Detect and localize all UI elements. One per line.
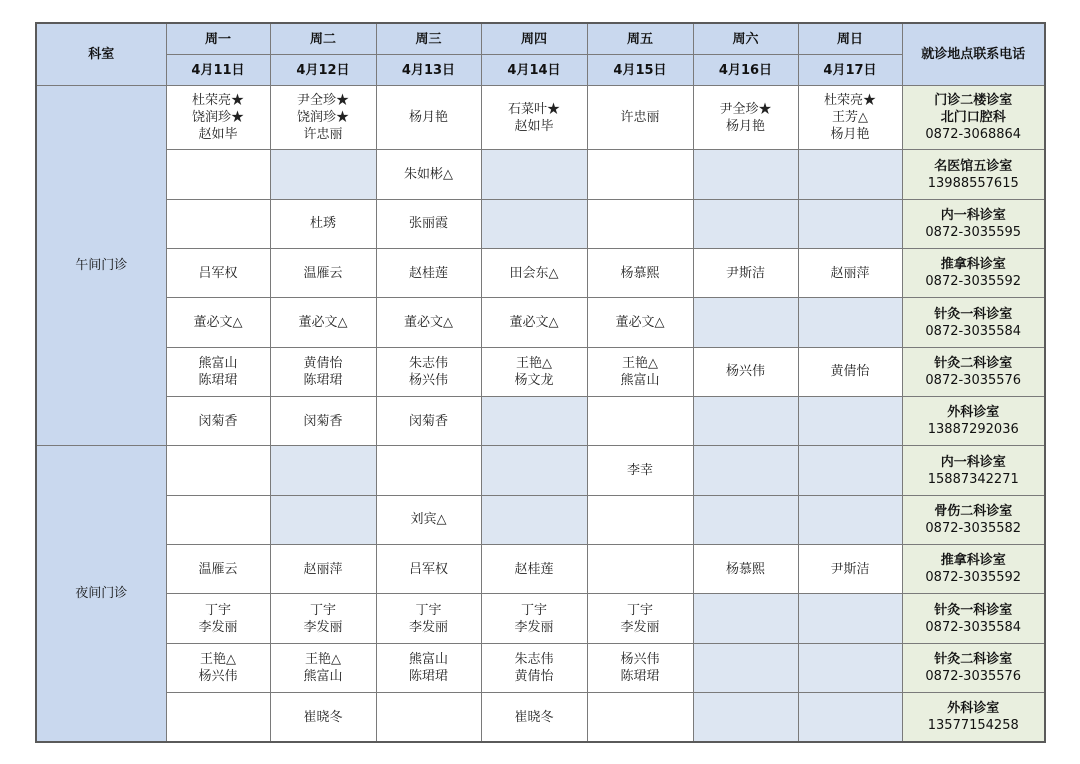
date-header: 4月12日 [270,55,376,86]
location-contact-cell [902,397,1045,446]
doctor-name: 杜琇 [309,216,336,232]
doctor-cell [270,86,376,150]
schedule-row [36,199,1045,248]
doctor-cell [270,397,376,446]
clinic-room: 外科诊室 [947,405,1000,421]
contact-phone: 0872-3068864 [925,127,1022,143]
doctor-cell [693,643,798,692]
schedule-row [36,594,1045,643]
doctor-cell [587,495,693,544]
doctor-name: 尹全珍★ [719,101,772,117]
doctor-cell [693,298,798,347]
schedule-row [36,397,1045,446]
doctor-name: 李发丽 [198,619,238,635]
doctor-cell [376,86,481,150]
doctor-cell [693,199,798,248]
doctor-cell [693,495,798,544]
doctor-name: 赵丽萍 [303,561,343,577]
doctor-cell [587,347,693,396]
doctor-cell [587,397,693,446]
doctor-name: 许忠丽 [303,127,343,143]
doctor-name: 赵如毕 [198,127,238,143]
doctor-name: 李幸 [626,463,653,479]
doctor-name: 王艳△ [200,651,236,667]
doctor-name: 陈珺珺 [408,668,448,684]
doctor-name: 崔晓冬 [303,709,343,725]
doctor-cell [270,249,376,298]
doctor-cell [270,495,376,544]
doctor-name: 张丽霞 [408,216,448,232]
weekday-header: 周一 [166,23,270,55]
doctor-cell [376,643,481,692]
doctor-name: 王艳△ [622,355,658,371]
location-contact-cell [902,594,1045,643]
doctor-cell [693,249,798,298]
doctor-cell [693,446,798,495]
date-header: 4月15日 [587,55,693,86]
contact-phone: 0872-3035584 [925,619,1022,635]
doctor-name: 杨月艳 [725,118,765,134]
contact-phone: 0872-3035576 [925,372,1022,388]
doctor-cell [166,347,270,396]
doctor-cell [693,693,798,742]
doctor-cell [693,397,798,446]
schedule-header [36,23,1045,86]
doctor-cell [270,693,376,742]
doctor-name: 吕军权 [198,265,238,281]
doctor-name: 闵菊香 [408,413,448,429]
doctor-cell [376,594,481,643]
doctor-cell [270,347,376,396]
contact-phone: 13988557615 [927,175,1019,191]
doctor-cell [798,545,902,594]
clinic-room: 针灸一科诊室 [934,602,1013,618]
location-contact-cell [902,495,1045,544]
date-header: 4月13日 [376,55,481,86]
clinic-room: 内一科诊室 [940,207,1006,223]
contact-phone: 0872-3035584 [925,323,1022,339]
doctor-cell [270,199,376,248]
session-label: 夜间门诊 [36,446,166,742]
doctor-cell [166,643,270,692]
doctor-cell [798,150,902,199]
contact-phone: 0872-3035576 [925,668,1022,684]
doctor-name: 董必文△ [298,315,348,331]
date-header: 4月17日 [798,55,902,86]
date-header: 4月14日 [481,55,587,86]
doctor-name: 闵菊香 [198,413,238,429]
doctor-cell [270,545,376,594]
clinic-room: 针灸一科诊室 [934,306,1013,322]
doctor-cell [166,446,270,495]
doctor-name: 饶润珍★ [191,110,244,126]
weekday-header: 周日 [798,23,902,55]
doctor-name: 杨月艳 [830,127,870,143]
doctor-cell [166,249,270,298]
doctor-name: 杨兴伟 [620,651,660,667]
clinic-room: 推拿科诊室 [940,257,1006,273]
doctor-name: 刘宾△ [410,512,447,528]
doctor-cell [587,693,693,742]
clinic-room: 针灸二科诊室 [934,651,1013,667]
location-contact-cell [902,347,1045,396]
doctor-cell [481,86,587,150]
doctor-name: 董必文△ [615,315,665,331]
schedule-row [36,495,1045,544]
doctor-name: 董必文△ [404,315,453,331]
doctor-cell [798,495,902,544]
doctor-name: 赵桂莲 [408,265,448,281]
contact-phone: 0872-3035592 [925,570,1022,586]
doctor-name: 尹斯洁 [725,265,765,281]
doctor-cell [481,495,587,544]
doctor-name: 丁宇 [309,602,336,618]
doctor-name: 陈珺珺 [620,668,660,684]
doctor-cell [798,397,902,446]
clinic-room: 推拿科诊室 [940,553,1006,569]
weekday-header: 周三 [376,23,481,55]
contact-phone: 13577154258 [927,718,1019,734]
doctor-name: 黄倩怡 [830,364,870,380]
doctor-cell [587,446,693,495]
doctor-name: 闵菊香 [303,413,343,429]
doctor-cell [693,594,798,643]
doctor-cell [376,150,481,199]
doctor-name: 朱志伟 [408,355,448,371]
doctor-name: 杨兴伟 [198,668,238,684]
doctor-cell [587,545,693,594]
doctor-name: 丁宇 [204,602,231,618]
doctor-cell [481,446,587,495]
doctor-cell [798,693,902,742]
doctor-name: 陈珺珺 [303,372,343,388]
doctor-name: 黄倩怡 [303,355,343,371]
doctor-cell [166,495,270,544]
location-contact-cell [902,693,1045,742]
doctor-cell [376,446,481,495]
doctor-cell [376,397,481,446]
clinic-room-secondary: 北门口腔科 [940,110,1006,126]
doctor-cell [798,347,902,396]
doctor-name: 熊富山 [620,372,660,388]
doctor-cell [166,298,270,347]
doctor-name: 丁宇 [415,602,442,618]
schedule-row [36,150,1045,199]
doctor-cell [798,298,902,347]
doctor-name: 杨慕熙 [620,265,660,281]
doctor-name: 熊富山 [198,355,238,371]
doctor-cell [693,347,798,396]
doctor-name: 田会东△ [509,265,559,281]
doctor-cell [481,150,587,199]
doctor-cell [587,150,693,199]
doctor-name: 董必文△ [193,315,243,331]
doctor-cell [798,86,902,150]
doctor-name: 熊富山 [408,651,448,667]
doctor-cell [376,298,481,347]
location-contact-cell [902,86,1045,150]
clinic-room: 内一科诊室 [940,454,1006,470]
doctor-name: 崔晓冬 [514,709,554,725]
doctor-name: 丁宇 [626,602,653,618]
schedule-row [36,86,1045,150]
doctor-name: 尹斯洁 [830,561,870,577]
doctor-cell [270,298,376,347]
doctor-cell [270,643,376,692]
doctor-cell [481,199,587,248]
doctor-cell [376,347,481,396]
doctor-name: 丁宇 [520,602,547,618]
clinic-room: 外科诊室 [947,701,1000,717]
date-header: 4月16日 [693,55,798,86]
doctor-cell [481,693,587,742]
schedule-row [36,347,1045,396]
doctor-name: 王艳△ [305,651,341,667]
location-column-header: 就诊地点联系电话 [902,23,1045,86]
doctor-cell [481,545,587,594]
doctor-name: 杜荣亮★ [191,93,244,109]
doctor-name: 熊富山 [303,668,343,684]
weekday-header: 周四 [481,23,587,55]
doctor-cell [376,545,481,594]
doctor-name: 许忠丽 [620,110,660,126]
schedule-row [36,298,1045,347]
doctor-cell [481,643,587,692]
doctor-cell [587,86,693,150]
doctor-cell [166,693,270,742]
doctor-name: 赵丽萍 [830,265,870,281]
contact-phone: 0872-3035582 [925,520,1022,536]
doctor-cell [376,199,481,248]
doctor-cell [270,594,376,643]
doctor-cell [798,594,902,643]
doctor-name: 董必文△ [509,315,559,331]
clinic-room: 门诊二楼诊室 [934,93,1013,109]
doctor-cell [166,86,270,150]
doctor-name: 赵如毕 [514,118,554,134]
doctor-cell [798,249,902,298]
doctor-cell [587,199,693,248]
doctor-cell [270,446,376,495]
doctor-name: 李发丽 [620,619,660,635]
doctor-cell [481,249,587,298]
doctor-cell [481,298,587,347]
doctor-name: 温雁云 [303,265,343,281]
doctor-name: 李发丽 [303,619,343,635]
clinic-room: 名医馆五诊室 [934,158,1013,174]
doctor-name: 王芳△ [832,110,868,126]
doctor-cell [166,594,270,643]
doctor-name: 李发丽 [408,619,448,635]
doctor-cell [587,249,693,298]
doctor-name: 温雁云 [198,561,238,577]
doctor-cell [481,397,587,446]
doctor-cell [270,150,376,199]
doctor-cell [166,150,270,199]
contact-phone: 15887342271 [927,471,1019,487]
doctor-name: 朱志伟 [514,651,554,667]
clinic-schedule-table [35,22,1046,743]
weekday-header: 周六 [693,23,798,55]
doctor-cell [693,150,798,199]
doctor-name: 杨月艳 [408,110,448,126]
location-contact-cell [902,446,1045,495]
doctor-name: 王艳△ [516,355,552,371]
doctor-name: 杨文龙 [514,372,554,388]
doctor-cell [587,643,693,692]
doctor-name: 石菜叶★ [507,101,560,117]
location-contact-cell [902,150,1045,199]
doctor-name: 朱如彬△ [404,167,453,183]
doctor-cell [481,594,587,643]
doctor-cell [693,86,798,150]
schedule-row [36,249,1045,298]
contact-phone: 0872-3035592 [925,274,1022,290]
weekday-header: 周二 [270,23,376,55]
contact-phone: 0872-3035595 [925,224,1022,240]
contact-phone: 13887292036 [927,422,1019,438]
clinic-room: 骨伤二科诊室 [934,503,1013,519]
doctor-cell [376,495,481,544]
doctor-cell [376,249,481,298]
doctor-cell [587,298,693,347]
doctor-name: 杨慕熙 [725,561,765,577]
schedule-row [36,545,1045,594]
location-contact-cell [902,199,1045,248]
doctor-name: 陈珺珺 [198,372,238,388]
doctor-name: 李发丽 [514,619,554,635]
doctor-name: 尹全珍★ [296,93,349,109]
doctor-name: 吕军权 [408,561,448,577]
doctor-cell [481,347,587,396]
doctor-name: 杨兴伟 [725,364,765,380]
doctor-name: 赵桂莲 [514,561,554,577]
doctor-name: 黄倩怡 [514,668,554,684]
weekday-header: 周五 [587,23,693,55]
doctor-cell [798,199,902,248]
dept-column-header: 科室 [36,23,166,86]
session-label: 午间门诊 [36,86,166,446]
schedule-row [36,446,1045,495]
doctor-name: 杜荣亮★ [823,93,876,109]
doctor-cell [166,545,270,594]
doctor-cell [376,693,481,742]
doctor-cell [166,397,270,446]
doctor-cell [693,545,798,594]
doctor-cell [798,643,902,692]
date-header: 4月11日 [166,55,270,86]
schedule-row [36,693,1045,742]
doctor-cell [798,446,902,495]
location-contact-cell [902,545,1045,594]
doctor-name: 饶润珍★ [296,110,349,126]
clinic-room: 针灸二科诊室 [934,355,1013,371]
doctor-name: 杨兴伟 [408,372,448,388]
location-contact-cell [902,298,1045,347]
location-contact-cell [902,643,1045,692]
location-contact-cell [902,249,1045,298]
doctor-cell [587,594,693,643]
doctor-cell [166,199,270,248]
schedule-row [36,643,1045,692]
